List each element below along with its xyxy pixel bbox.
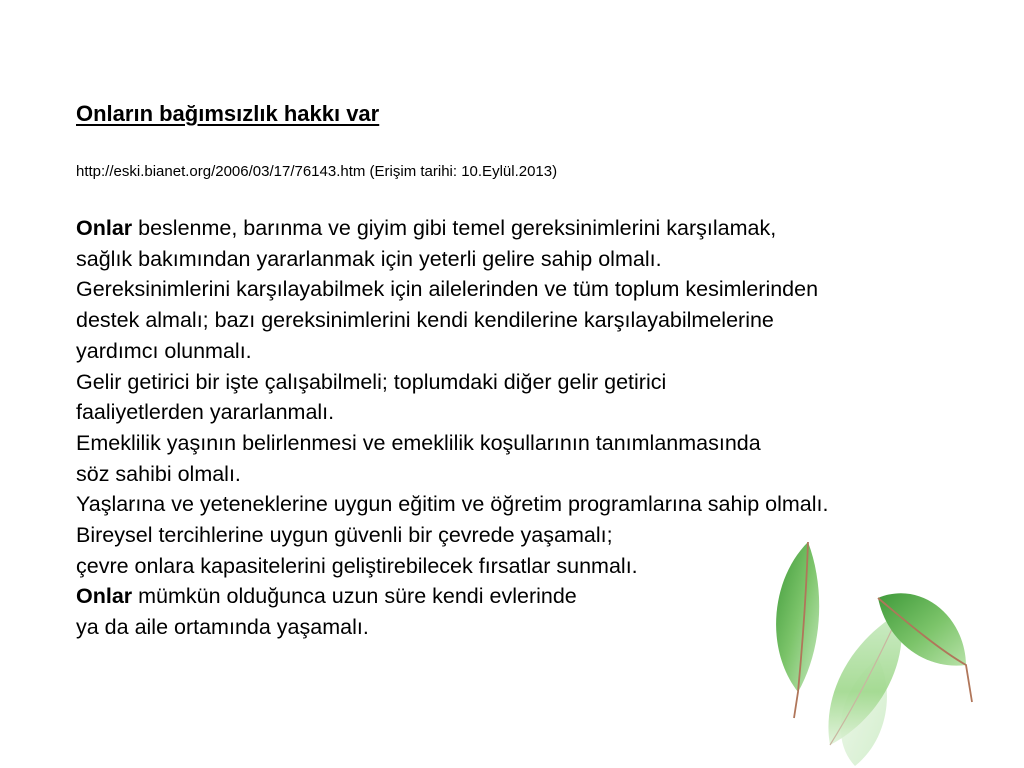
line-text: mümkün olduğunca uzun süre kendi evlerinde <box>132 584 577 609</box>
leaves-decoration <box>760 540 990 768</box>
body-line: yardımcı olunmalı. <box>76 338 252 363</box>
line-text: beslenme, barınma ve giyim gibi temel gereksinimlerini karşılamak, <box>132 216 777 240</box>
body-line: çevre onlara kapasitelerini geliştirebilecek fırsatlar sunmalı. <box>76 553 638 578</box>
leaf-icon <box>776 542 819 718</box>
emphasis-text: Onlar <box>76 584 133 609</box>
body-line: destek almalı; bazı gereksinimlerini kendi kendilerine karşılayabilmelerine <box>76 308 774 333</box>
body-line: Gereksinimlerini karşılayabilmek için ailelerinden ve tüm toplum kesimlerinden <box>76 277 819 302</box>
body-line: faaliyetlerden yararlanmalı. <box>76 400 335 425</box>
body-line: sağlık bakımından yararlanmak için yeterli gelire sahip olmalı. <box>76 246 662 271</box>
body-line: Emeklilik yaşının belirlenmesi ve emeklilik koşullarının tanımlanmasında <box>76 430 761 455</box>
body-line: söz sahibi olmalı. <box>76 461 241 486</box>
body-line <box>76 213 996 244</box>
body-line: Yaşlarına ve yeteneklerine uygun eğitim ve öğretim programlarına sahip olmalı. <box>76 492 829 517</box>
emphasis-text: Onlar <box>76 216 133 240</box>
body-line: ya da aile ortamında yaşamalı. <box>76 615 369 640</box>
slide-title: Onların bağımsızlık hakkı var <box>76 101 380 126</box>
source-reference: http://eski.bianet.org/2006/03/17/76143.htm (Erişim tarihi: 10.Eylül.2013) <box>76 163 558 180</box>
body-line: Bireysel tercihlerine uygun güvenli bir çevrede yaşamalı; <box>76 523 613 548</box>
body-line: Gelir getirici bir işte çalışabilmeli; toplumdaki diğer gelir getirici <box>76 369 667 394</box>
